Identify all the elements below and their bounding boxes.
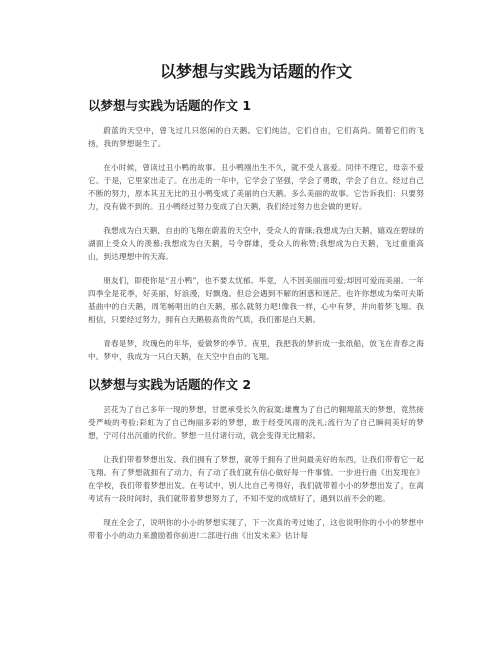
- document-title: 以梦想与实践为话题的作文: [159, 62, 352, 81]
- section-heading-1: 以梦想与实践为话题的作文 1: [88, 98, 252, 113]
- section-2-paragraph-3: 现在全会了，说明你的小小的梦想实现了，下一次真的考过她了，这也说明你的小小的梦想中带着小小的动力来激励着你前进!二部进行曲《出发未来》估计每: [88, 518, 424, 540]
- section-1-paragraph-1: 蔚蓝的天空中，曾飞过几只悠闲的白天鹅。它们纯洁，它们自由，它们高尚。随着它们的飞扬，我的梦想诞生了。: [88, 126, 424, 148]
- section-2-paragraph-2: 让我们带着梦想出发。我们拥有了梦想，就等于拥有了世间最美好的东西，让我们带着它一起飞翔。有了梦想就拥有了动力，有了动了我们就有信心做好每一件事情。一步进行曲《出发现在》在学校，我们带着梦想出发。在考试中，别人比自己考得好，我们就带着小小的梦想出发了，在离考试有一段时间时，我们就带着梦想努力了，不知不觉的成绩好了，遇到以前不会的题。: [88, 455, 424, 503]
- section-1-paragraph-4: 朋友们，即使你是“丑小鸭”，也不要太忧郁。毕竟，人不因美丽而可爱;却因可爱而美丽。一年四季全是花季，好美丽，好浪漫，好飘逸。但总会遇到不解的困惑和迷茫。也许你想成为柴可夫斯基曲中的白天鹅，周笔畅唱出的白天鹅，那么就努力吧!像我一样，心中有梦，并向着梦飞翔。我相信，只要经过努力，拥有白天鹅般高贵的气质，我们都是白天鹅。: [88, 276, 424, 324]
- section-2-paragraph-1: 芸花为了自己多年一现的梦想，甘愿承受长久的寂寞;雄鹰为了自己的翱翔蓝天的梦想，竟然接受严峻的考验;彩虹为了自己绚丽多彩的梦想，敢于经受风雨的洗礼;流行为了自己瞬间美好的梦想，宁可付出沉重的代价。梦想一旦付诸行动，就会变得无比精彩。: [88, 405, 424, 440]
- section-1-paragraph-3: 我想成为白天鹅，自由的飞翔在蔚蓝的天空中，受众人的青睐;我想成为白天鹅，嬉戏在碧绿的湖面上受众人的羡慕;我想成为白天鹅，号令群雄，受众人的称赞;我想成为白天鹅，飞过重重高山，到达理想中的天海。: [88, 226, 424, 261]
- section-1-paragraph-5: 青春是梦，玫瑰色的年华，爱做梦的季节。夜里，我把我的梦折成一张纸船，放飞在青春之海中。梦中，我成为一只白天鹅，在天空中自由的飞翔。: [88, 339, 424, 361]
- section-heading-2: 以梦想与实践为话题的作文 2: [88, 377, 252, 392]
- section-1-paragraph-2: 在小时候，曾读过丑小鸭的故事。丑小鸭刚出生不久，就不受人喜爱。同伴不理它，母亲不爱它。于是，它里家出走了。在出走的一年中，它学会了坚强，学会了勇敢，学会了自立。经过自己不断的努力，原本其丑无比的丑小鸭变成了美丽的白天鹅。多么美丽的故事。它告诉我们：只要努力，没有做不到的。丑小鸭经过努力变成了白天鹅，我们经过努力也会做的更好。: [88, 163, 424, 211]
